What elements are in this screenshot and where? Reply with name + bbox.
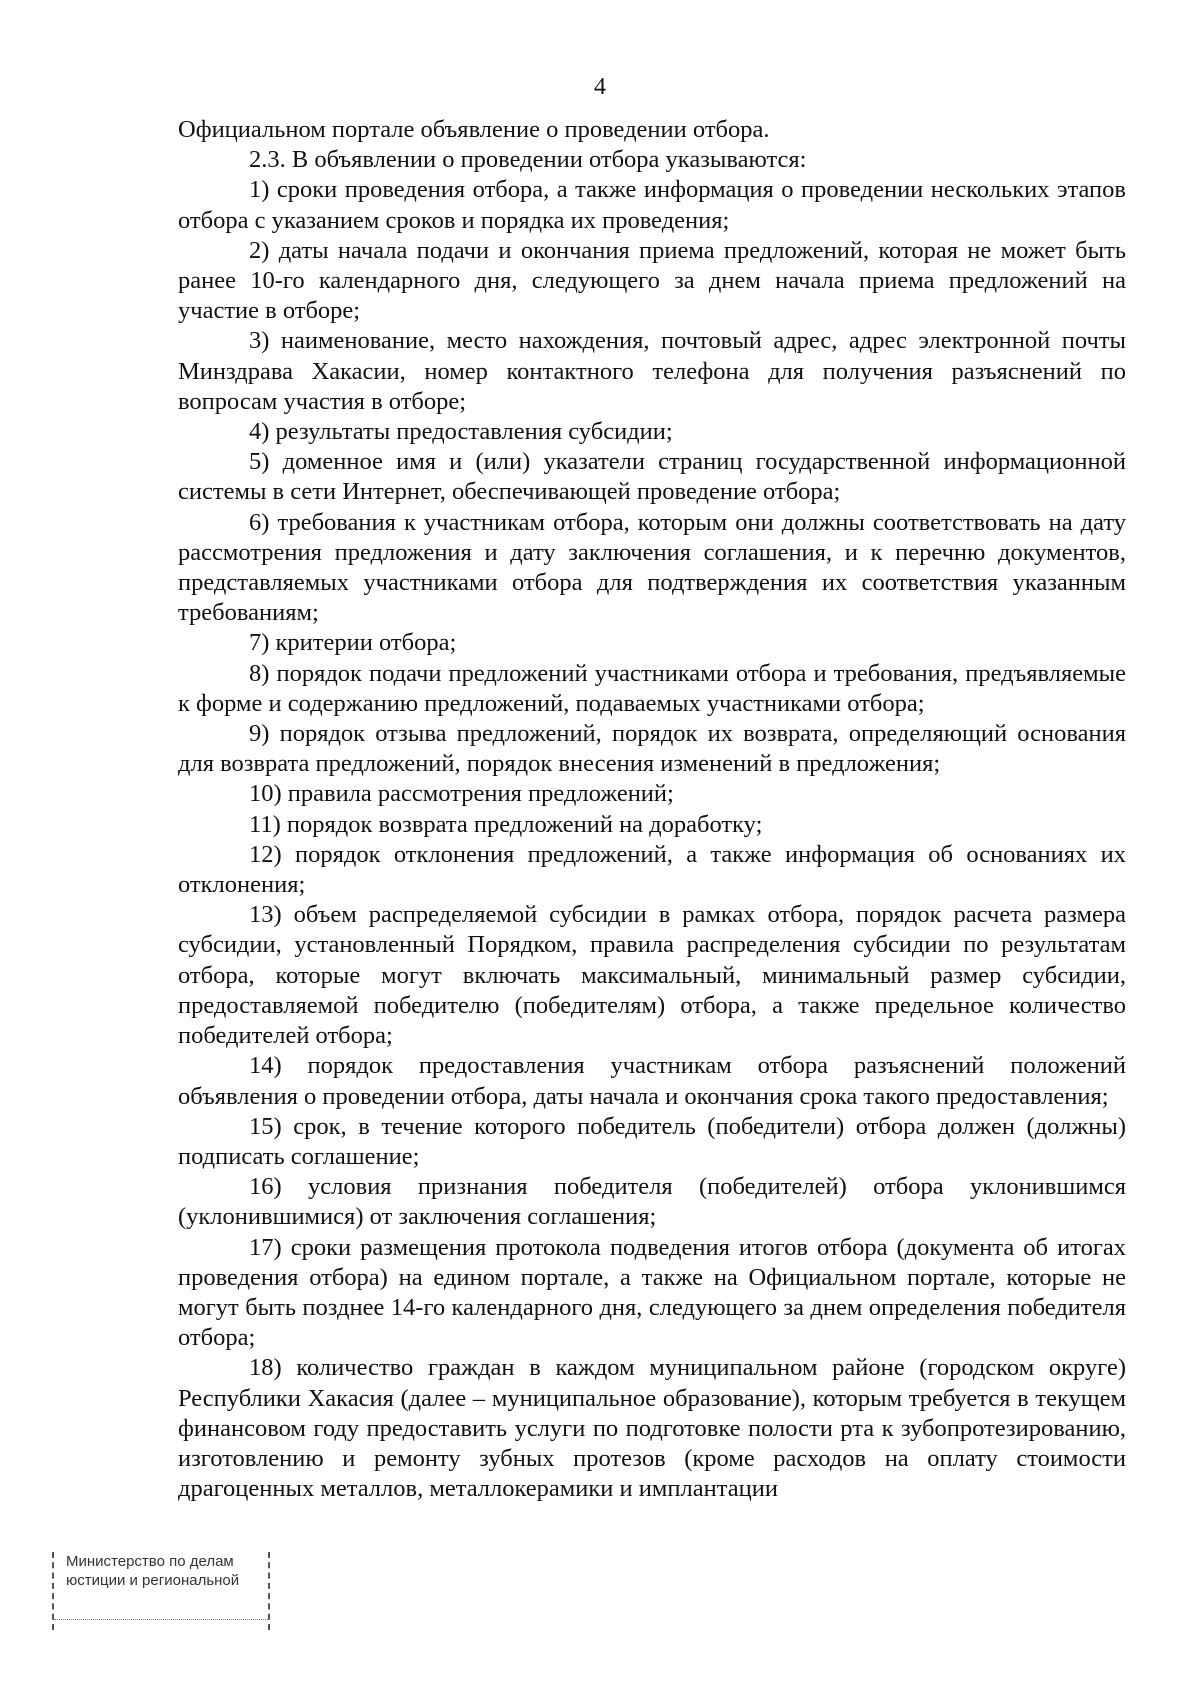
paragraph: 8) порядок подачи предложений участниками отбора и требования, предъявляемые к форме и содержанию предложений, подаваемых участниками отбора; — [178, 659, 1126, 717]
paragraph: 3) наименование, место нахождения, почтовый адрес, адрес электронной почты Минздрава Хакасии, номер контактного телефона для получения разъяснений по вопросам участия в отборе; — [178, 327, 1126, 415]
paragraph: 5) доменное имя и (или) указатели страниц государственной информационной системы в сети Интернет, обеспечивающей проведение отбора; — [178, 448, 1126, 506]
paragraph: 14) порядок предоставления участникам отбора разъяснений положений объявления о проведении отбора, даты начала и окончания срока такого предоставления; — [178, 1052, 1126, 1110]
paragraph: 10) правила рассмотрения предложений; — [249, 780, 674, 808]
document-body — [178, 115, 1126, 1504]
paragraph: 18) количество граждан в каждом муниципальном районе (городском округе) Республики Хакасия (далее – муниципальное образование), которым требуется в текущем финансовом году предоставить услуги по подготовке полости рта к зубопротезированию, изготовлению и ремонту зубных протезов (кроме расходов на оплату стоимости драгоценных металлов, металлокерамики и имплантации — [178, 1354, 1126, 1503]
paragraph: 2) даты начала подачи и окончания приема предложений, которая не может быть ранее 10-го календарного дня, следующего за днем начала приема предложений на участие в отборе; — [178, 236, 1126, 325]
paragraph: 7) критерии отбора; — [249, 629, 457, 657]
paragraph: 11) порядок возврата предложений на доработку; — [249, 810, 763, 838]
registration-stamp — [52, 1552, 270, 1630]
paragraph: 13) объем распределяемой субсидии в рамках отбора, порядок расчета размера субсидии, установленный Порядком, правила распределения субсидии по результатам отбора, которые могут включать максимальный, минимальный размер субсидии, предоставляемой победителю (победителям) отбора, а также предельное количество победителей отбора; — [178, 901, 1126, 1050]
paragraph: 16) условия признания победителя (победителей) отбора уклонившимся (уклонившимися) от заключения соглашения; — [178, 1173, 1126, 1231]
paragraph: 9) порядок отзыва предложений, порядок их возврата, определяющий основания для возврата предложений, порядок внесения изменений в предложения; — [178, 720, 1126, 778]
paragraph: 12) порядок отклонения предложений, а также информация об основаниях их отклонения; — [178, 840, 1126, 899]
paragraph: 4) результаты предоставления субсидии; — [249, 418, 673, 446]
stamp-line: Министерство по делам — [66, 1553, 234, 1570]
stamp-border — [54, 1619, 268, 1620]
paragraph: 17) сроки размещения протокола подведения итогов отбора (документа об итогах проведения отбора) на едином портале, а также на Официальном портале, которые не могут быть позднее 14-го календарного дня, следующего за днем определения победителя отбора; — [178, 1233, 1126, 1352]
paragraph: 6) требования к участникам отбора, которым они должны соответствовать на дату рассмотрения предложения и дату заключения соглашения, и к перечню документов, представляемых участниками отбора для подтверждения их соответствия указанным требованиям; — [178, 508, 1126, 627]
paragraph: 1) сроки проведения отбора, а также информация о проведении нескольких этапов отбора с указанием сроков и порядка их проведения; — [178, 176, 1126, 234]
stamp-line: юстиции и региональной — [66, 1572, 240, 1589]
paragraph: 2.3. В объявлении о проведении отбора указываются: — [249, 146, 807, 174]
paragraph: 15) срок, в течение которого победитель (победители) отбора должен (должны) подписать соглашение; — [178, 1112, 1126, 1170]
paragraph: Официальном портале объявление о проведении отбора. — [178, 116, 770, 143]
page-number: 4 — [594, 74, 606, 100]
